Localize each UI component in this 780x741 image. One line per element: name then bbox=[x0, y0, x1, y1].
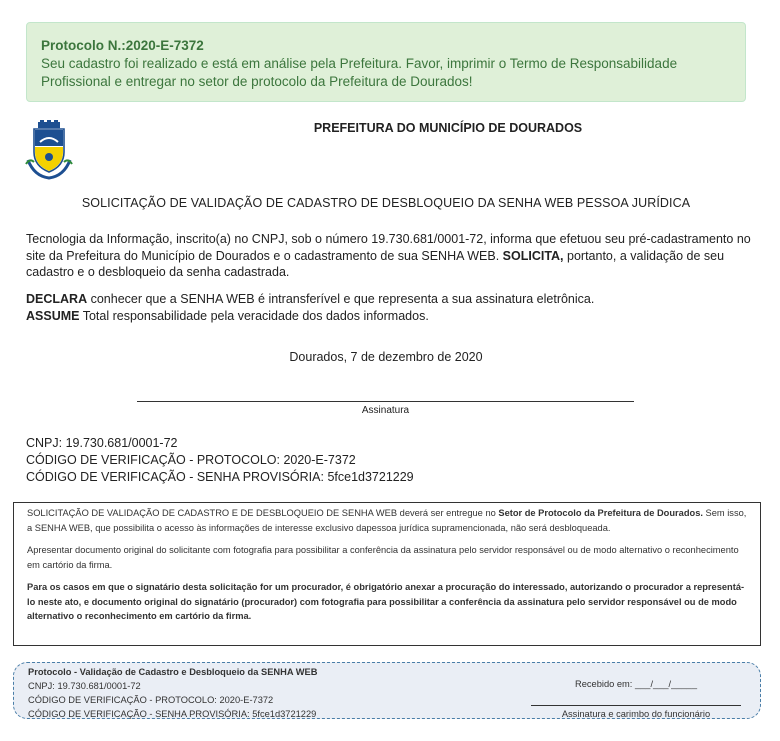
instruction-1-text: SOLICITAÇÃO DE VALIDAÇÃO DE CADASTRO E DE DESBLOQUEIO DE SENHA WEB deverá ser entregue no bbox=[27, 508, 499, 518]
assume-text: Total responsabilidade pela veracidade dos dados informados. bbox=[79, 308, 429, 323]
protocol-code-line: CÓDIGO DE VERIFICAÇÃO - PROTOCOLO: 2020-E-7372 bbox=[26, 453, 356, 467]
signature-line bbox=[137, 401, 634, 402]
verification-codes bbox=[26, 435, 526, 486]
signature-label: Assinatura bbox=[361, 405, 410, 416]
assume-keyword: ASSUME bbox=[26, 308, 80, 323]
received-date: Recebido em: ___/___/_____ bbox=[575, 679, 697, 689]
password-code-line: CÓDIGO DE VERIFICAÇÃO - SENHA PROVISÓRIA: 5fce1d3721229 bbox=[26, 470, 414, 484]
alert-message: Seu cadastro foi realizado e está em análise pela Prefeitura. Favor, imprimir o Termo de Responsabilidade Profissional e entregar no setor de protocolo da Prefeitura de Dourados! bbox=[41, 56, 678, 89]
receipt-password: CÓDIGO DE VERIFICAÇÃO - SENHA PROVISÓRIA: 5fce1d3721229 bbox=[28, 709, 317, 719]
success-alert bbox=[26, 22, 746, 102]
request-paragraph bbox=[26, 231, 756, 281]
declara-keyword: DECLARA bbox=[26, 292, 88, 306]
declara-text: conhecer que a SENHA WEB é intransferível e que representa a sua assinatura eletrônica. bbox=[87, 292, 595, 306]
receipt-title: Protocolo - Validação de Cadastro e Desbloqueio da SENHA WEB bbox=[28, 667, 318, 677]
instruction-2: Apresentar documento original do solicitante com fotografia para possibilitar a conferência da assinatura pelo servidor responsável ou de modo alternativo o reconhecimento em cartório da firma. bbox=[27, 545, 739, 570]
declaration-paragraph bbox=[26, 291, 756, 324]
receipt-protocol: CÓDIGO DE VERIFICAÇÃO - PROTOCOLO: 2020-E-7372 bbox=[28, 695, 274, 705]
document-date: Dourados, 7 de dezembro de 2020 bbox=[289, 350, 483, 364]
instruction-1-end: Sem isso, a SENHA WEB, que possibilita o acesso às informações de interesse exclusivo dapessoa jurídica supramencionada, não será desbloqueada. bbox=[27, 508, 747, 533]
stamp-label: Assinatura e carimbo do funcionário bbox=[561, 709, 711, 719]
receipt-stamp-area bbox=[526, 677, 746, 721]
stamp-line bbox=[531, 705, 741, 706]
document-title: SOLICITAÇÃO DE VALIDAÇÃO DE CADASTRO DE DESBLOQUEIO DA SENHA WEB PESSOA JURÍDICA bbox=[81, 196, 691, 210]
instruction-1-bold: Setor de Protocolo da Prefeitura de Dourados. bbox=[498, 508, 703, 518]
instruction-1 bbox=[27, 506, 747, 535]
alert-protocol: Protocolo N.:2020-E-7372 bbox=[41, 38, 204, 53]
request-text: Tecnologia da Informação, inscrito(a) no CNPJ, sob o número 19.730.681/0001-72, informa que efetuou seu pré-cadastramento no site da Prefeitura do Município de Dourados e o cadastramento de sua SENHA WEB. bbox=[26, 232, 751, 263]
cnpj-line: CNPJ: 19.730.681/0001-72 bbox=[26, 436, 178, 450]
instruction-3: Para os casos em que o signatário desta solicitação for um procurador, é obrigatório anexar a procuração do interessado, autorizando o procurador a representá-lo neste ato, e documento original do signatário (procurador) com fotografia para possibilitar a conferência da assinatura pelo servidor responsável ou de modo alternativo o reconhecimento em cartório da firma. bbox=[27, 582, 745, 621]
dourados-coat-of-arms-icon bbox=[24, 120, 74, 180]
request-text-end: portanto, a validação de seu cadastro e o desbloqueio da senha cadastrada. bbox=[26, 248, 725, 279]
protocol-receipt bbox=[13, 662, 761, 719]
solicita-keyword: SOLICITA, bbox=[502, 248, 564, 263]
municipio-title: PREFEITURA DO MUNICÍPIO DE DOURADOS bbox=[313, 121, 583, 135]
instructions-box bbox=[13, 502, 761, 646]
receipt-cnpj: CNPJ: 19.730.681/0001-72 bbox=[28, 681, 141, 691]
